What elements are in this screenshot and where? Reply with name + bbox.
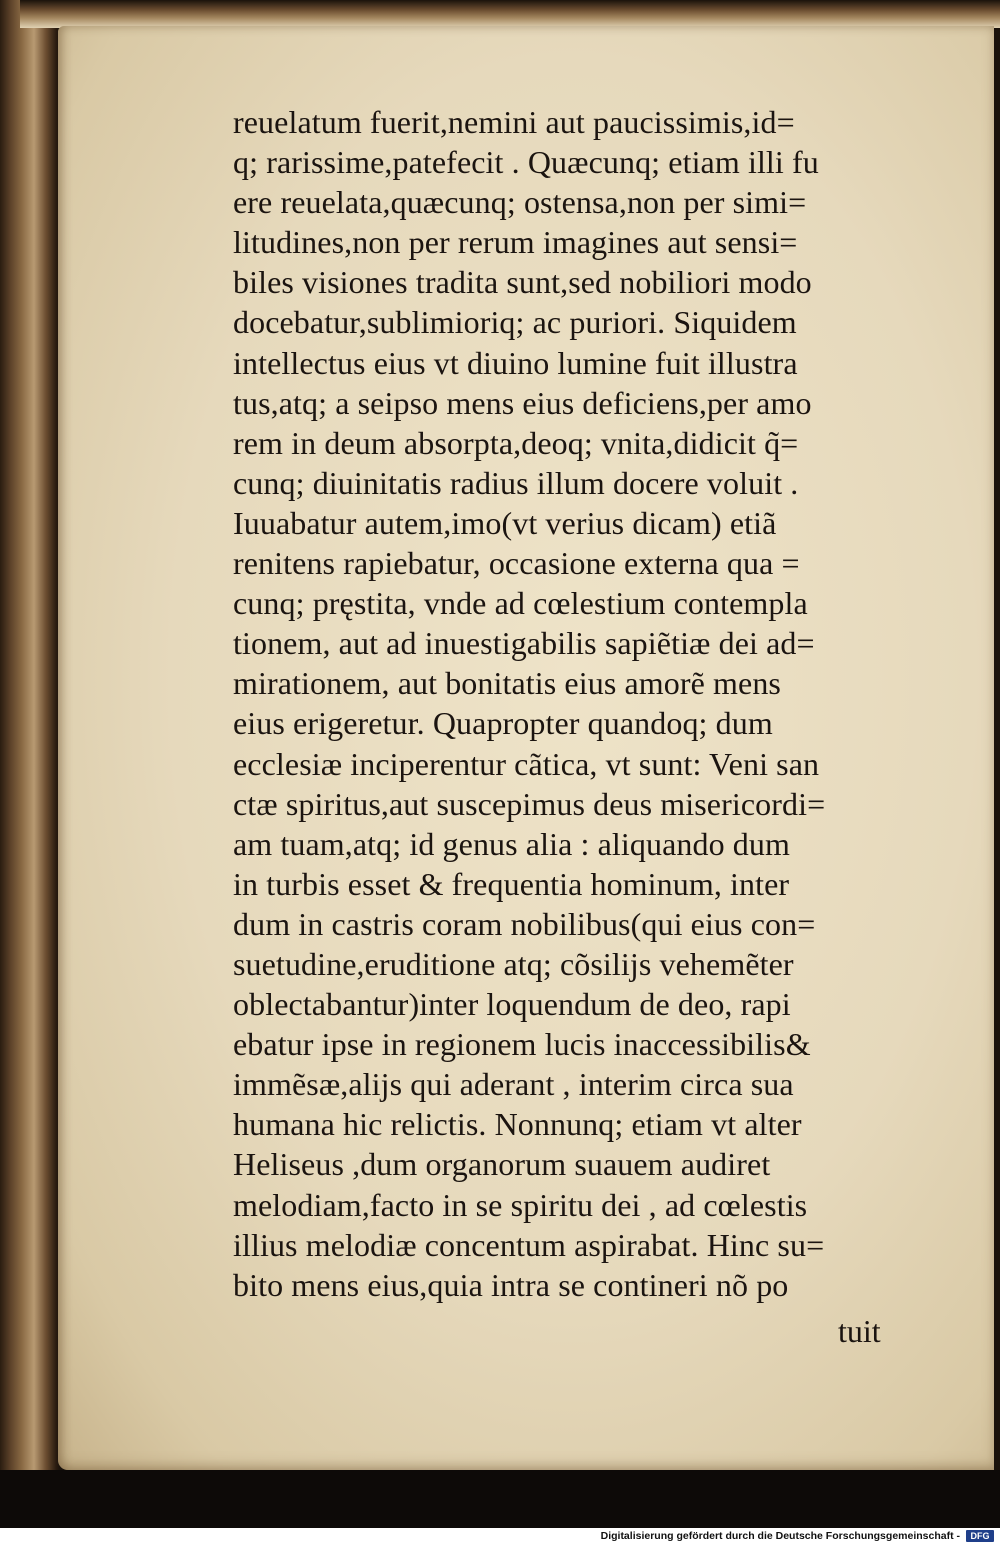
- text-line: melodiam,facto in se spiritu dei , ad cœlestis: [233, 1186, 808, 1223]
- book-page: [58, 26, 994, 1470]
- text-line: in turbis esset & frequentia hominum, inter: [233, 865, 790, 902]
- funding-credit: Digitalisierung gefördert durch die Deutsche Forschungsgemeinschaft -: [600, 1530, 960, 1542]
- text-line: tus,atq; a seipso mens eius deficiens,per amo: [233, 384, 812, 421]
- text-line: renitens rapiebatur, occasione externa qua =: [233, 545, 800, 582]
- text-line: oblectabantur)inter loquendum de deo, rapi: [233, 986, 791, 1023]
- text-line: rem in deum absorpta,deoq; vnita,didicit q̃=: [233, 424, 799, 461]
- text-line: reuelatum fuerit,nemini aut paucissimis,id=: [233, 104, 795, 140]
- text-line: immẽsæ,alijs qui aderant , interim circa sua: [233, 1066, 794, 1103]
- text-line: eius erigeretur. Quapropter quandoq; dum: [233, 705, 773, 742]
- text-line: ere reuelata,quæcunq; ostensa,non per simi=: [233, 184, 807, 221]
- text-line: dum in castris coram nobilibus(qui eius con=: [233, 905, 816, 942]
- page-text: [233, 102, 953, 1305]
- text-line: cunq; diuinitatis radius illum docere voluit .: [233, 464, 799, 501]
- text-line: cunq; pręstita, vnde ad cœlestium contempla: [233, 585, 808, 622]
- dfg-logo-icon: DFG: [966, 1530, 994, 1542]
- text-line: ecclesiæ inciperentur cãtica, vt sunt: Veni san: [233, 745, 820, 782]
- text-line: mirationem, aut bonitatis eius amorẽ mens: [233, 665, 781, 702]
- text-line: tionem, aut ad inuestigabilis sapiẽtiæ dei ad=: [233, 625, 815, 662]
- text-line: bito mens eius,quia intra se contineri nõ po: [233, 1266, 789, 1303]
- text-line: docebatur,sublimioriq; ac puriori. Siquidem: [233, 304, 797, 341]
- text-line: am tuam,atq; id genus alia : aliquando dum: [233, 825, 790, 862]
- footer: [0, 1528, 1000, 1544]
- text-line: litudines,non per rerum imagines aut sensi=: [233, 224, 798, 261]
- book-top-edge: [20, 0, 1000, 28]
- text-line: suetudine,eruditione atq; cõsilijs vehemẽter: [233, 945, 794, 982]
- text-line: humana hic relictis. Nonnunq; etiam vt alter: [233, 1106, 802, 1143]
- text-line: illius melodiæ concentum aspirabat. Hinc su=: [233, 1226, 825, 1263]
- text-line: biles visiones tradita sunt,sed nobiliori modo: [233, 264, 812, 301]
- text-line: q; rarissime,patefecit . Quæcunq; etiam illi fu: [233, 144, 819, 181]
- text-line: ctæ spiritus,aut suscepimus deus misericordi=: [233, 785, 826, 822]
- catchword: tuit: [838, 1313, 881, 1349]
- text-line: ebatur ipse in regionem lucis inaccessibilis&: [233, 1026, 811, 1063]
- text-line: Heliseus ,dum organorum suauem audiret: [233, 1146, 771, 1183]
- text-line: intellectus eius vt diuino lumine fuit illustra: [233, 344, 798, 381]
- text-line: Iuuabatur autem,imo(vt verius dicam) etiã: [233, 504, 777, 541]
